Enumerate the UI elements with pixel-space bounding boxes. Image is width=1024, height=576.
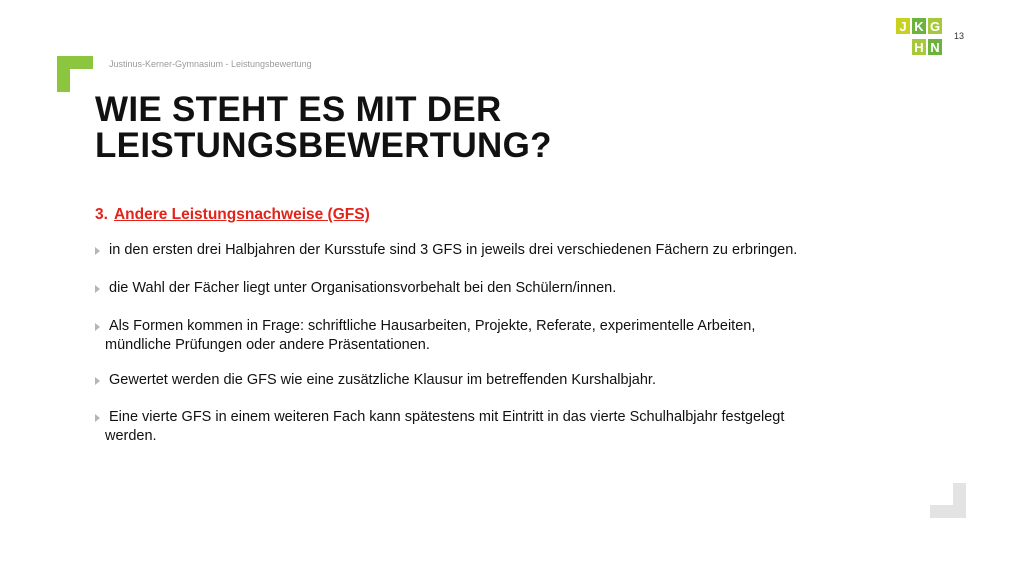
section-number: 3. — [95, 206, 108, 223]
page-title-line-1: WIE STEHT ES MIT DER — [95, 90, 502, 129]
school-logo — [896, 18, 944, 58]
page-title — [95, 92, 815, 164]
list-item-text: Eine vierte GFS in einem weiteren Fach kann spätestens mit Eintritt in das vierte Schulhalbjahr festgelegt werden. — [105, 409, 785, 444]
list-item-text: in den ersten drei Halbjahren der Kursstufe sind 3 GFS in jeweils drei verschiedenen Fächern zu erbringen. — [109, 242, 798, 258]
logo-letter-h: H — [912, 39, 926, 55]
corner-bracket-bottom-right-horizontal — [930, 505, 966, 518]
page-number: 13 — [954, 31, 965, 41]
list-item-text: die Wahl der Fächer liegt unter Organisationsvorbehalt bei den Schülern/innen. — [109, 280, 617, 296]
list-item — [95, 279, 855, 298]
triangle-bullet-icon — [95, 377, 100, 385]
logo-letter-k: K — [912, 18, 926, 34]
logo-letter-j: J — [896, 18, 910, 34]
triangle-bullet-icon — [95, 285, 100, 293]
logo-letter-g: G — [929, 18, 941, 34]
list-item-text: Als Formen kommen in Frage: schriftliche Hausarbeiten, Projekte, Referate, experimentelle Arbeiten, mündliche Prüfungen oder andere Präsentationen. — [105, 318, 756, 353]
list-item — [95, 317, 815, 355]
section-heading-text: Andere Leistungsnachweise (GFS) — [113, 206, 370, 223]
corner-bracket-top-left-vertical — [57, 56, 70, 92]
list-item — [95, 408, 835, 446]
list-item-text: Gewertet werden die GFS wie eine zusätzliche Klausur im betreffenden Kurshalbjahr. — [109, 372, 656, 388]
logo-letter-n: N — [928, 39, 942, 55]
breadcrumb: Justinus-Kerner-Gymnasium - Leistungsbewertung — [109, 59, 312, 69]
triangle-bullet-icon — [95, 414, 100, 422]
list-item — [95, 241, 855, 260]
triangle-bullet-icon — [95, 247, 100, 255]
list-item — [95, 371, 855, 390]
triangle-bullet-icon — [95, 323, 100, 331]
section-heading — [95, 206, 370, 224]
page-title-line-2: LEISTUNGSBEWERTUNG? — [95, 126, 552, 165]
